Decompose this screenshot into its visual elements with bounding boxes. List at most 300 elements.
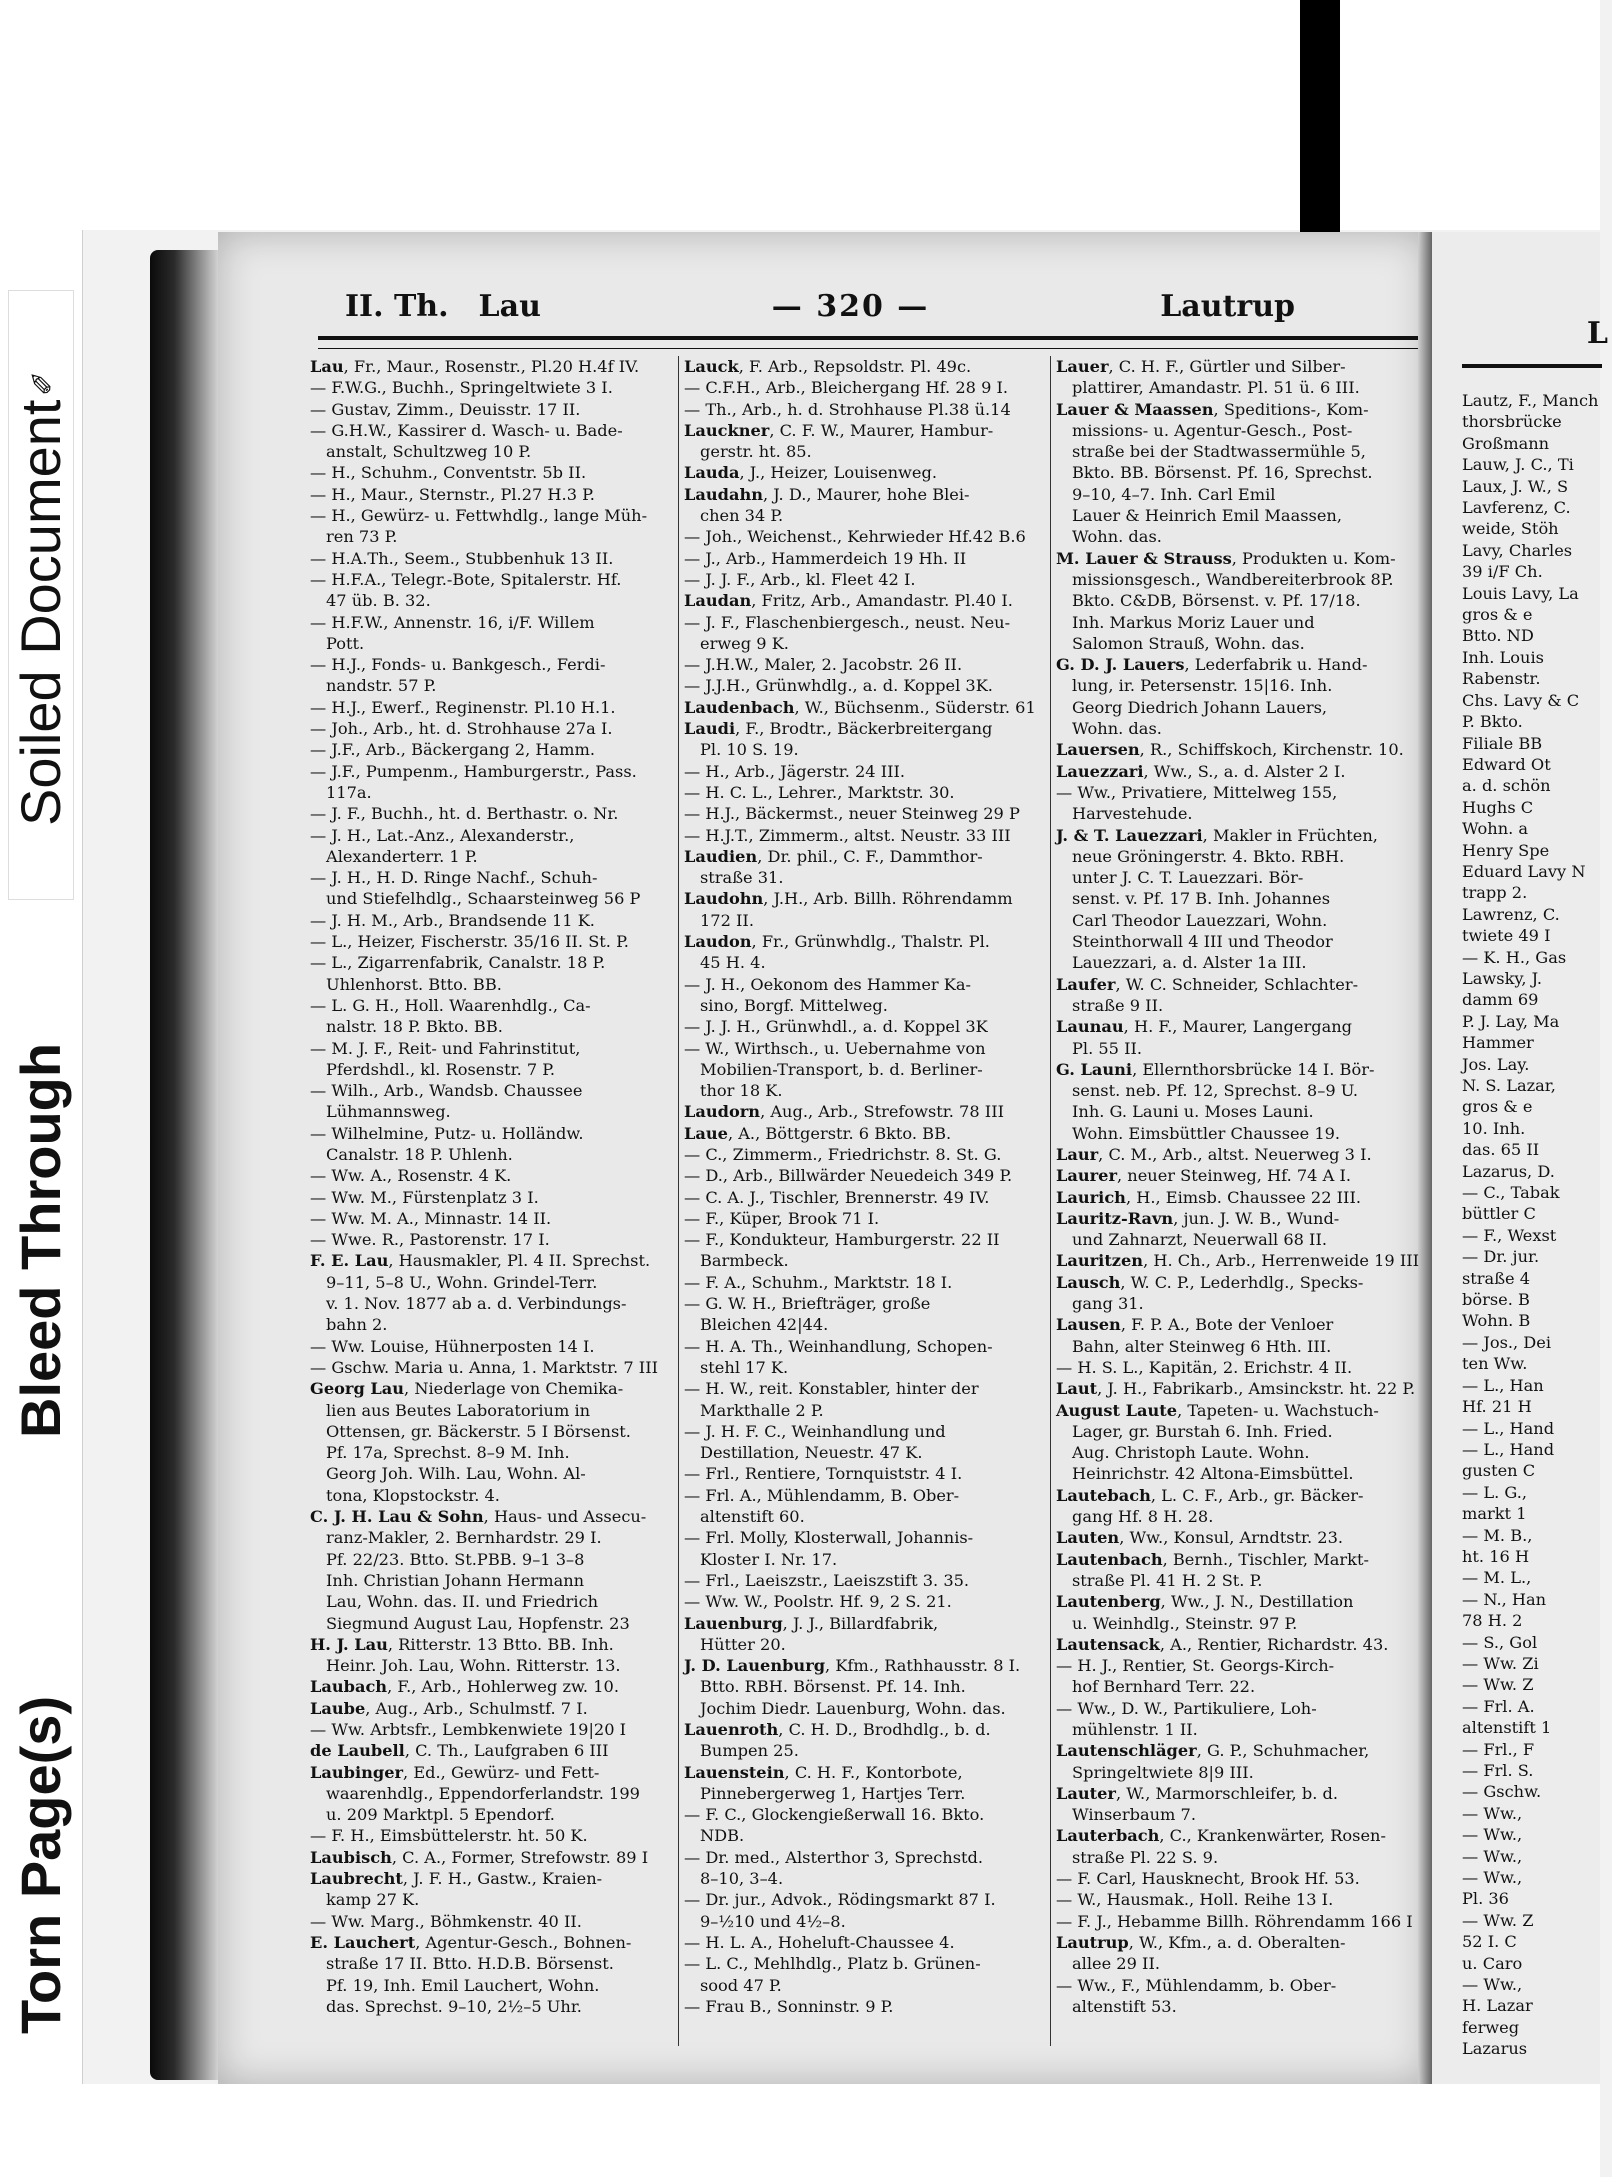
directory-entry-line: — Wwe. R., Pastorenstr. 17 I.	[310, 1230, 550, 1250]
directory-entry-line: — H. W., reit. Konstabler, hinter der	[684, 1379, 979, 1399]
directory-entry-line: straße 17 II. Btto. H.D.B. Börsenst.	[326, 1954, 614, 1974]
directory-entry-line: — Dr. med., Alsterthor 3, Sprechstd.	[684, 1847, 984, 1867]
directory-entry-line: — H. S. L., Kapitän, 2. Erichstr. 4 II.	[1056, 1357, 1353, 1377]
directory-entry-line: Laube, Aug., Arb., Schulmstf. 7 I.	[310, 1698, 588, 1718]
directory-entry-line: — Ww. W., Poolstr. Hf. 9, 2 S. 21.	[684, 1592, 952, 1612]
directory-entry-line: Laudohn, J.H., Arb. Billh. Röhrendamm	[684, 889, 1013, 909]
directory-entry-line: — Ww., Privatiere, Mittelweg 155,	[1056, 782, 1338, 802]
header-left-word: Lau	[478, 288, 541, 324]
directory-entry-line: — Frl. Molly, Klosterwall, Johannis-	[684, 1528, 974, 1548]
directory-entry-line: Bleichen 42|44.	[700, 1315, 829, 1335]
directory-entry-line: plattirer, Amandastr. Pl. 51 ü. 6 III.	[1072, 378, 1360, 398]
directory-entry-line: Pott.	[326, 633, 365, 653]
directory-entry-line: — Gustav, Zimm., Deuisstr. 17 II.	[310, 399, 581, 419]
directory-entry-line: — H. L. A., Hoheluft-Chaussee 4.	[684, 1932, 955, 1952]
directory-entry-line: Laue, A., Böttgerstr. 6 Bkto. BB.	[684, 1123, 952, 1143]
directory-entry-line: — H. J., Rentier, St. Georgs-Kirch-	[1056, 1656, 1335, 1676]
directory-entry-line: Lauezzari, a. d. Alster 1a III.	[1072, 953, 1307, 973]
directory-entry-line: 172 II.	[700, 910, 754, 930]
directory-entry-line: thor 18 K.	[700, 1081, 783, 1101]
directory-entry-line: — J.F., Arb., Bäckergang 2, Hamm.	[310, 740, 595, 760]
directory-entry-line: und Zahnarzt, Neuerwall 68 II.	[1072, 1230, 1327, 1250]
facing-page-line: — Frl. S.	[1462, 1761, 1534, 1780]
directory-entry-line: — F. A., Schuhm., Marktstr. 18 I.	[684, 1272, 953, 1292]
facing-page-line: — M. L.,	[1462, 1568, 1532, 1588]
directory-entry-line: de Laubell, C. Th., Laufgraben 6 III	[310, 1741, 609, 1761]
directory-entry-line: Pf. 19, Inh. Emil Lauchert, Wohn.	[326, 1975, 600, 1995]
facing-page-line: N. S. Lazar,	[1462, 1076, 1556, 1095]
directory-entry-line: — Th., Arb., h. d. Strohhause Pl.38 ü.14	[684, 399, 1011, 419]
facing-page-line: gros & e	[1462, 1097, 1533, 1117]
facing-page-line: altenstift 1	[1462, 1718, 1552, 1738]
directory-entry-line: Laudenbach, W., Büchsenm., Süderstr. 61	[684, 697, 1036, 717]
soiled-document-label: Soiled Document	[9, 399, 72, 826]
directory-entry-line: — F. C., Glockengießerwall 16. Bkto.	[684, 1805, 985, 1825]
scan-border-top	[82, 0, 1600, 230]
facing-page-line: Wohn. B	[1462, 1311, 1531, 1331]
page-header	[345, 282, 1295, 330]
directory-entry-line: das. Sprechst. 9–10, 2½–5 Uhr.	[326, 1996, 582, 2016]
directory-entry-line: Lauenburg, J. J., Billardfabrik,	[684, 1613, 939, 1633]
directory-entry-line: — J. F., Buchh., ht. d. Berthastr. o. Nr.	[310, 804, 619, 824]
directory-entry-line: Georg Lau, Niederlage von Chemika-	[310, 1379, 624, 1399]
directory-entry-line: gerstr. ht. 85.	[700, 442, 812, 462]
directory-entry-line: Bahn, alter Steinweg 6 Hth. III.	[1072, 1336, 1332, 1356]
directory-entry-line: Lauda, J., Heizer, Louisenweg.	[684, 463, 937, 483]
facing-page-line: — Ww. Zi	[1462, 1653, 1539, 1673]
directory-entry-line: straße 9 II.	[1072, 995, 1164, 1015]
facing-page-line: 78 H. 2	[1462, 1611, 1523, 1631]
directory-entry-line: Lauritz-Ravn, jun. J. W. B., Wund-	[1056, 1208, 1340, 1228]
facing-page-line: weide, Stöh	[1462, 519, 1559, 539]
directory-entry-line: Laubach, F., Arb., Hohlerweg zw. 10.	[310, 1677, 619, 1697]
facing-page-line: — L., Hand	[1462, 1418, 1555, 1438]
directory-entry-line: tona, Klopstockstr. 4.	[326, 1485, 500, 1505]
directory-column-2	[684, 356, 1050, 2046]
directory-entry-line: Pf. 17a, Sprechst. 8–9 M. Inh.	[326, 1443, 570, 1463]
directory-entry-line: straße 31.	[700, 868, 784, 888]
directory-entry-line: C. J. H. Lau & Sohn, Haus- und Assecu-	[310, 1507, 647, 1527]
directory-entry-line: — C.F.H., Arb., Bleichergang Hf. 28 9 I.	[684, 378, 1009, 398]
directory-entry-line: — Wilh., Arb., Wandsb. Chaussee	[310, 1081, 583, 1101]
directory-entry-line: 8–10, 3–4.	[700, 1869, 784, 1889]
directory-entry-line: unter J. C. T. Lauezzari. Bör-	[1072, 868, 1304, 888]
directory-entry-line: nandstr. 57 P.	[326, 676, 437, 696]
directory-entry-line: — J. H. F. C., Weinhandlung und	[684, 1421, 946, 1441]
directory-entry-line: sood 47 P.	[700, 1975, 782, 1995]
facing-page-line: Lauw, J. C., Ti	[1462, 455, 1574, 475]
directory-entry-line: E. Lauchert, Agentur-Gesch., Bohnen-	[310, 1932, 632, 1952]
torn-pages-tag: Torn Page(s)	[9, 1695, 72, 2035]
directory-entry-line: Heinr. Joh. Lau, Wohn. Ritterstr. 13.	[326, 1656, 621, 1676]
directory-entry-line: Lager, gr. Burstah 6. Inh. Fried.	[1072, 1421, 1333, 1441]
facing-page-line: straße 4	[1462, 1268, 1531, 1288]
facing-page-line: Louis Lavy, La	[1462, 583, 1579, 603]
directory-entry-line: — Ww. A., Rosenstr. 4 K.	[310, 1166, 512, 1186]
directory-entry-line: lung, ir. Petersenstr. 15|16. Inh.	[1072, 676, 1333, 696]
facing-page-line: Henry Spe	[1462, 840, 1550, 860]
directory-entry-line: gang 31.	[1072, 1294, 1144, 1314]
directory-entry-line: — Frl., Laeiszstr., Laeiszstift 3. 35.	[684, 1570, 970, 1590]
directory-entry-line: Inh. Christian Johann Hermann	[326, 1570, 585, 1590]
directory-entry-line: H. J. Lau, Ritterstr. 13 Btto. BB. Inh.	[310, 1634, 614, 1654]
facing-page-line: Pl. 36	[1462, 1889, 1509, 1909]
directory-entry-line: Lausen, F. P. A., Bote der Venloer	[1056, 1315, 1334, 1335]
directory-entry-line: — H.J., Bäckermst., neuer Steinweg 29 P	[684, 804, 1020, 824]
directory-entry-line: Lautensack, A., Rentier, Richardstr. 43.	[1056, 1634, 1389, 1654]
directory-entry-line: 45 H. 4.	[700, 953, 766, 973]
directory-entry-line: senst. v. Pf. 17 B. Inh. Johannes	[1072, 889, 1331, 909]
directory-entry-line: — L. C., Mehlhdlg., Platz b. Grünen-	[684, 1954, 981, 1974]
facing-page-rule	[1462, 364, 1602, 374]
facing-page-line: — Jos., Dei	[1462, 1332, 1552, 1352]
directory-entry-line: — J. F., Flaschenbiergesch., neust. Neu-	[684, 612, 1011, 632]
directory-entry-line: Georg Joh. Wilh. Lau, Wohn. Al-	[326, 1464, 586, 1484]
directory-entry-line: Laudahn, J. D., Maurer, hohe Blei-	[684, 484, 970, 504]
facing-page-line: das. 65 II	[1462, 1140, 1540, 1160]
facing-page-line: — L., Hand	[1462, 1439, 1555, 1459]
directory-entry-line: Laur, C. M., Arb., altst. Neuerweg 3 I.	[1056, 1144, 1372, 1164]
facing-page-line: — C., Tabak	[1462, 1183, 1560, 1203]
directory-entry-line: Pinnebergerweg 1, Hartjes Terr.	[700, 1783, 966, 1803]
directory-entry-line: Springeltwiete 8|9 III.	[1072, 1762, 1254, 1782]
facing-page-line: markt 1	[1462, 1504, 1527, 1524]
facing-page-line: Laux, J. W., S	[1462, 476, 1569, 496]
directory-entry-line: August Laute, Tapeten- u. Wachstuch-	[1056, 1400, 1379, 1420]
directory-entry-line: Mobilien-Transport, b. d. Berliner-	[700, 1059, 983, 1079]
directory-entry-line: straße Pl. 22 S. 9.	[1072, 1847, 1219, 1867]
directory-entry-line: altenstift 60.	[700, 1507, 805, 1527]
directory-entry-line: Laut, J. H., Fabrikarb., Amsinckstr. ht. 22 P.	[1056, 1379, 1416, 1399]
directory-entry-line: — H.J., Fonds- u. Bankgesch., Ferdi-	[310, 655, 606, 675]
directory-entry-line: senst. neb. Pf. 12, Sprechst. 8–9 U.	[1072, 1081, 1359, 1101]
directory-entry-line: Ottensen, gr. Bäckerstr. 5 I Börsenst.	[326, 1421, 631, 1441]
directory-entry-line: Salomon Strauß, Wohn. das.	[1072, 633, 1305, 653]
directory-entry-line: — Dr. jur., Advok., Rödingsmarkt 87 I.	[684, 1890, 996, 1910]
directory-entry-line: Lauenroth, C. H. D., Brodhdlg., b. d.	[684, 1720, 991, 1739]
directory-entry-line: Lauer, C. H. F., Gürtler und Silber-	[1056, 357, 1346, 376]
directory-entry-line: — H. A. Th., Weinhandlung, Schopen-	[684, 1336, 993, 1356]
directory-entry-line: — Wilhelmine, Putz- u. Holländw.	[310, 1123, 584, 1143]
directory-entry-line: — L., Heizer, Fischerstr. 35/16 II. St. P.	[310, 932, 629, 952]
directory-entry-line: Siegmund August Lau, Hopfenstr. 23	[326, 1613, 630, 1633]
facing-page-line: — Frl. A.	[1462, 1696, 1535, 1716]
directory-entry-line: J. D. Lauenburg, Kfm., Rathhausstr. 8 I.	[684, 1656, 1021, 1676]
directory-entry-line: J. & T. Lauezzari, Makler in Früchten,	[1056, 825, 1378, 845]
directory-entry-line: — H.J., Ewerf., Reginenstr. Pl.10 H.1.	[310, 697, 616, 717]
directory-entry-line: Laubisch, C. A., Former, Strefowstr. 89 I	[310, 1847, 649, 1867]
facing-page-line: twiete 49 I	[1462, 926, 1551, 946]
scan-border-bottom	[82, 2084, 1600, 2177]
directory-entry-line: — G. W. H., Briefträger, große	[684, 1294, 931, 1314]
directory-entry-line: 47 üb. B. 32.	[326, 591, 431, 611]
directory-entry-line: Wohn. Eimsbüttler Chaussee 19.	[1072, 1123, 1341, 1143]
facing-page-line: Jos. Lay.	[1462, 1054, 1530, 1074]
directory-entry-line: 9–10, 4–7. Inh. Carl Emil	[1072, 484, 1276, 504]
directory-entry-line: — L., Zigarrenfabrik, Canalstr. 18 P.	[310, 953, 606, 973]
facing-page-header: L	[1586, 316, 1608, 351]
directory-entry-line: Markthalle 2 P.	[700, 1400, 824, 1420]
facing-page-line: — L. G.,	[1462, 1482, 1528, 1502]
directory-entry-line: Georg Diedrich Johann Lauers,	[1072, 697, 1328, 717]
directory-entry-line: — J. H., H. D. Ringe Nachf., Schuh-	[310, 868, 598, 888]
directory-entry-line: Laubrecht, J. F. H., Gastw., Kraien-	[310, 1869, 603, 1889]
facing-page-line: a. d. schön	[1462, 776, 1551, 796]
directory-entry-line: — H.A.Th., Seem., Stubbenhuk 13 II.	[310, 548, 614, 568]
directory-entry-line: — W., Wirthsch., u. Uebernahme von	[684, 1038, 986, 1058]
directory-entry-line: — Ww. M., Fürstenplatz 3 I.	[310, 1187, 539, 1207]
facing-page-line: — L., Han	[1462, 1375, 1544, 1395]
directory-entry-line: — Ww. Arbtsfr., Lembkenwiete 19|20 I	[310, 1720, 627, 1739]
directory-entry-line: — F.W.G., Buchh., Springeltwiete 3 I.	[310, 378, 613, 398]
directory-entry-line: — J. J. F., Arb., kl. Fleet 42 I.	[684, 569, 916, 589]
book-spine	[150, 250, 220, 2080]
facing-page-line: — Ww.,	[1462, 1846, 1523, 1866]
directory-entry-line: Pf. 22/23. Btto. St.PBB. 9–1 3–8	[326, 1549, 585, 1569]
facing-page-line: — Ww.,	[1462, 1975, 1523, 1995]
directory-entry-line: — H.F.W., Annenstr. 16, i/F. Willem	[310, 612, 595, 632]
directory-entry-line: — Frau B., Sonninstr. 9 P.	[684, 1996, 894, 2016]
directory-entry-line: — L. G. H., Holl. Waarenhdlg., Ca-	[310, 995, 591, 1015]
facing-page-line: — Ww.,	[1462, 1803, 1523, 1823]
directory-entry-line: allee 29 II.	[1072, 1954, 1160, 1974]
facing-page-line: büttler C	[1462, 1204, 1536, 1224]
directory-entry-line: — Ww. Marg., Böhmkenstr. 40 II.	[310, 1911, 582, 1931]
directory-entry-line: Lauer & Heinrich Emil Maassen,	[1072, 506, 1343, 526]
directory-entry-line: Laudon, Fr., Grünwhdlg., Thalstr. Pl.	[684, 932, 990, 952]
facing-page-column	[1462, 390, 1612, 2059]
directory-entry-line: — W., Hausmak., Holl. Reihe 13 I.	[1056, 1890, 1334, 1910]
directory-entry-line: Bumpen 25.	[700, 1741, 799, 1761]
facing-page-line: Lautz, F., Manch	[1462, 391, 1599, 410]
facing-page-line: H. Lazar	[1462, 1996, 1533, 2016]
directory-entry-line: — F. J., Hebamme Billh. Röhrendamm 166 I	[1056, 1911, 1413, 1931]
directory-entry-line: Bkto. C&DB, Börsenst. v. Pf. 17/18.	[1072, 591, 1361, 611]
directory-column-3	[1056, 356, 1422, 2046]
facing-page-line: P. Bkto.	[1462, 712, 1523, 732]
directory-entry-line: — F., Kondukteur, Hamburgerstr. 22 II	[684, 1230, 1000, 1250]
directory-entry-line: Canalstr. 18 P. Uhlenh.	[326, 1144, 513, 1164]
directory-entry-line: Btto. RBH. Börsenst. Pf. 14. Inh.	[700, 1677, 966, 1697]
facing-page-line: P. J. Lay, Ma	[1462, 1011, 1560, 1031]
facing-page-line: Btto. ND	[1462, 626, 1534, 646]
directory-entry-line: Lautebach, L. C. F., Arb., gr. Bäcker-	[1056, 1485, 1364, 1505]
directory-entry-line: — G.H.W., Kassirer d. Wasch- u. Bade-	[310, 420, 623, 440]
directory-entry-line: — J. H. M., Arb., Brandsende 11 K.	[310, 910, 595, 930]
directory-entry-line: — Ww., D. W., Partikuliere, Loh-	[1056, 1698, 1317, 1718]
directory-entry-line: 9–11, 5–8 U., Wohn. Grindel-Terr.	[326, 1272, 598, 1292]
directory-entry-line: — H., Schuhm., Conventstr. 5b II.	[310, 463, 587, 483]
facing-page-line: damm 69	[1462, 990, 1539, 1010]
directory-entry-line: — Joh., Arb., ht. d. Strohhause 27a I.	[310, 719, 613, 739]
directory-entry-line: F. E. Lau, Hausmakler, Pl. 4 II. Sprechst.	[310, 1251, 651, 1271]
facing-page-line: — Dr. jur.	[1462, 1247, 1540, 1267]
facing-page-line: gros & e	[1462, 605, 1533, 625]
directory-entry-line: — M. J. F., Reit- und Fahrinstitut,	[310, 1038, 581, 1058]
directory-entry-line: NDB.	[700, 1826, 745, 1846]
facing-page-line: Lazarus, D.	[1462, 1161, 1555, 1181]
directory-entry-line: Laurer, neuer Steinweg, Hf. 74 A I.	[1056, 1166, 1351, 1186]
directory-entry-line: altenstift 53.	[1072, 1996, 1177, 2016]
facing-page-line: thorsbrücke	[1462, 412, 1562, 432]
directory-entry-line: straße Pl. 41 H. 2 St. P.	[1072, 1570, 1263, 1590]
directory-entry-line: Lau, Fr., Maur., Rosenstr., Pl.20 H.4f IV.	[310, 357, 640, 376]
facing-page-line: — M. B.,	[1462, 1525, 1533, 1545]
facing-page-line: Eduard Lavy N	[1462, 861, 1586, 881]
directory-entry-line: mühlenstr. 1 II.	[1072, 1720, 1198, 1739]
directory-entry-line: Lauter, W., Marmorschleifer, b. d.	[1056, 1783, 1338, 1803]
directory-entry-line: Bkto. BB. Börsenst. Pf. 16, Sprechst.	[1072, 463, 1373, 483]
directory-entry-line: — J. H., Oekonom des Hammer Ka-	[684, 974, 972, 994]
directory-entry-line: Carl Theodor Lauezzari, Wohn.	[1072, 910, 1328, 930]
facing-page-line: Hammer	[1462, 1033, 1534, 1053]
directory-entry-line: Lauterbach, C., Krankenwärter, Rosen-	[1056, 1826, 1386, 1846]
directory-entry-line: Lautrup, W., Kfm., a. d. Oberalten-	[1056, 1932, 1346, 1952]
facing-page-line: börse. B	[1462, 1290, 1530, 1310]
directory-entry-line: missionsgesch., Wandbereiterbrook 8P.	[1072, 569, 1394, 589]
section-label: II. Th.	[345, 288, 449, 324]
directory-entry-line: Harvestehude.	[1072, 804, 1193, 824]
scan-border-right-strip	[1300, 0, 1340, 235]
facing-page-line: Lavferenz, C.	[1462, 498, 1571, 518]
directory-entry-line: Launau, H. F., Maurer, Langergang	[1056, 1017, 1353, 1037]
directory-entry-line: — H., Maur., Sternstr., Pl.27 H.3 P.	[310, 484, 595, 504]
facing-page-line: — N., Han	[1462, 1589, 1547, 1609]
facing-page-line: ht. 16 H	[1462, 1546, 1530, 1566]
facing-page-line: — F., Wexst	[1462, 1225, 1557, 1245]
facing-page-line: — Ww. Z	[1462, 1675, 1534, 1695]
facing-page-line: Lavy, Charles	[1462, 540, 1573, 560]
directory-entry-line: und Stiefelhdlg., Schaarsteinweg 56 P	[326, 889, 641, 909]
facing-page-line: gusten C	[1462, 1461, 1536, 1481]
facing-page-line: 39 i/F Ch.	[1462, 562, 1543, 582]
facing-page-line: 10. Inh.	[1462, 1118, 1526, 1138]
directory-column-1	[310, 356, 676, 2046]
directory-entry-line: — Gschw. Maria u. Anna, 1. Marktstr. 7 III	[310, 1357, 658, 1377]
column-divider	[1050, 356, 1051, 2046]
directory-entry-line: — H.F.A., Telegr.-Bote, Spitalerstr. Hf.	[310, 569, 622, 589]
directory-entry-line: Laudi, F., Brodtr., Bäckerbreitergang	[684, 719, 993, 739]
directory-entry-line: neue Gröningerstr. 4. Bkto. RBH.	[1072, 846, 1345, 866]
facing-page-line: Lawsky, J.	[1462, 968, 1543, 988]
directory-entry-line: 9–½10 und 4½–8.	[700, 1911, 846, 1931]
directory-entry-line: Uhlenhorst. Btto. BB.	[326, 974, 502, 994]
directory-entry-line: chen 34 P.	[700, 506, 784, 526]
directory-entry-line: Heinrichstr. 42 Altona-Eimsbüttel.	[1072, 1464, 1354, 1484]
directory-entry-line: Lautenberg, Ww., J. N., Destillation	[1056, 1592, 1354, 1612]
condition-tags-sidebar	[0, 0, 83, 2177]
directory-entry-line: — J.F., Pumpenm., Hamburgerstr., Pass.	[310, 761, 637, 781]
directory-entry-line: — F., Küper, Brook 71 I.	[684, 1208, 880, 1228]
facing-page-line: — Gschw.	[1462, 1782, 1542, 1802]
directory-entry-line: straße bei der Stadtwassermühle 5,	[1072, 442, 1366, 462]
directory-entry-line: — Ww. Louise, Hühnerposten 14 I.	[310, 1336, 595, 1356]
directory-entry-line: erweg 9 K.	[700, 633, 789, 653]
directory-entry-line: Alexanderterr. 1 P.	[326, 846, 478, 866]
directory-entry-line: — Joh., Weichenst., Kehrwieder Hf.42 B.6	[684, 527, 1026, 547]
directory-entry-line: Steinthorwall 4 III und Theodor	[1072, 932, 1333, 952]
directory-entry-line: Lauenstein, C. H. F., Kontorbote,	[684, 1762, 963, 1782]
directory-entry-line: Lautenschläger, G. P., Schuhmacher,	[1056, 1741, 1370, 1761]
directory-entry-line: missions- u. Agentur-Gesch., Post-	[1072, 420, 1353, 440]
directory-entry-line: Lauck, F. Arb., Repsoldstr. Pl. 49c.	[684, 357, 972, 376]
pencil-icon: ✎	[24, 364, 57, 400]
directory-entry-line: — F. H., Eimsbüttelerstr. ht. 50 K.	[310, 1826, 588, 1846]
facing-page-line: — Ww.,	[1462, 1868, 1523, 1888]
directory-entry-line: — Frl. A., Mühlendamm, B. Ober-	[684, 1485, 960, 1505]
directory-entry-line: waarenhdlg., Eppendorferlandstr. 199	[326, 1783, 640, 1803]
directory-entry-line: — J. J. H., Grünwhdl., a. d. Koppel 3K	[684, 1017, 988, 1037]
directory-entry-line: hof Bernhard Terr. 22.	[1072, 1677, 1256, 1697]
facing-page-line: — K. H., Gas	[1462, 947, 1567, 967]
directory-entry-line: v. 1. Nov. 1877 ab a. d. Verbindungs-	[326, 1294, 627, 1314]
directory-entry-line: — H., Gewürz- u. Fettwhdlg., lange Müh-	[310, 506, 648, 526]
directory-entry-line: gang Hf. 8 H. 28.	[1072, 1507, 1214, 1527]
facing-page-line: Filiale BB	[1462, 733, 1543, 753]
facing-page-line: Inh. Louis	[1462, 647, 1544, 667]
directory-entry-line: Laudorn, Aug., Arb., Strefowstr. 78 III	[684, 1102, 1004, 1122]
directory-entry-line: — H. C. L., Lehrer., Marktstr. 30.	[684, 782, 955, 802]
directory-entry-line: — J.J.H., Grünwhdlg., a. d. Koppel 3K.	[684, 676, 993, 696]
directory-entry-line: Jochim Diedr. Lauenburg, Wohn. das.	[700, 1698, 1006, 1718]
directory-entry-line: — H.J.T., Zimmerm., altst. Neustr. 33 III	[684, 825, 1011, 845]
facing-page-line: — S., Gol	[1462, 1632, 1538, 1652]
directory-entry-line: Pferdshdl., kl. Rosenstr. 7 P.	[326, 1059, 556, 1079]
directory-entry-line: — Frl., Rentiere, Tornquiststr. 4 I.	[684, 1464, 963, 1484]
directory-entry-line: Inh. G. Launi u. Moses Launi.	[1072, 1102, 1314, 1122]
soiled-document-tag	[8, 290, 74, 900]
facing-page-line: Edward Ot	[1462, 754, 1551, 774]
directory-entry-line: ranz-Makler, 2. Bernhardstr. 29 I.	[326, 1528, 602, 1548]
directory-entry-line: — F. Carl, Hausknecht, Brook Hf. 53.	[1056, 1869, 1360, 1889]
facing-page-line: ten Ww.	[1462, 1354, 1528, 1374]
facing-page-line: Hughs C	[1462, 797, 1534, 817]
column-divider	[678, 356, 679, 2046]
directory-entry-line: ren 73 P.	[326, 527, 398, 547]
directory-entry-line: lien aus Beutes Laboratorium in	[326, 1400, 591, 1420]
facing-page-line: Lawrenz, C.	[1462, 904, 1560, 924]
facing-page-line: — Ww.,	[1462, 1825, 1523, 1845]
directory-entry-line: kamp 27 K.	[326, 1890, 420, 1910]
directory-entry-line: — Ww., F., Mühlendamm, b. Ober-	[1056, 1975, 1337, 1995]
directory-entry-line: Lauersen, R., Schiffskoch, Kirchenstr. 10.	[1056, 740, 1404, 760]
bleed-through-tag: Bleed Through	[9, 1042, 72, 1438]
directory-entry-line: u. Weinhdlg., Steinstr. 97 P.	[1072, 1613, 1298, 1633]
directory-entry-line: Lauezzari, Ww., S., a. d. Alster 2 I.	[1056, 761, 1346, 781]
directory-entry-line: stehl 17 K.	[700, 1357, 789, 1377]
directory-entry-line: Inh. Markus Moriz Lauer und	[1072, 612, 1315, 632]
directory-entry-line: M. Lauer & Strauss, Produkten u. Kom-	[1056, 548, 1396, 568]
directory-entry-line: Lauckner, C. F. W., Maurer, Hambur-	[684, 420, 994, 440]
directory-entry-line: anstalt, Schultzweg 10 P.	[326, 442, 532, 462]
directory-entry-line: Laudan, Fritz, Arb., Amandastr. Pl.40 I.	[684, 591, 1013, 611]
facing-page-line: ferweg	[1462, 2017, 1520, 2037]
directory-entry-line: Lau, Wohn. das. II. und Friedrich	[326, 1592, 599, 1612]
facing-page-line: Hf. 21 H	[1462, 1397, 1532, 1417]
directory-entry-line: sino, Borgf. Mittelweg.	[700, 995, 888, 1015]
directory-entry-line: Laufer, W. C. Schneider, Schlachter-	[1056, 974, 1359, 994]
directory-entry-line: — J. H., Lat.-Anz., Alexanderstr.,	[310, 825, 575, 845]
directory-entry-line: 117a.	[326, 782, 372, 802]
facing-page-line: — Frl., F	[1462, 1739, 1535, 1759]
directory-entry-line: Hütter 20.	[700, 1634, 786, 1654]
header-rule	[318, 336, 1418, 349]
facing-page-line: Rabenstr.	[1462, 669, 1541, 689]
directory-entry-line: — H., Arb., Jägerstr. 24 III.	[684, 761, 906, 781]
directory-entry-line: — J., Arb., Hammerdeich 19 Hh. II	[684, 548, 967, 568]
directory-entry-line: Lauten, Ww., Konsul, Arndtstr. 23.	[1056, 1528, 1344, 1548]
directory-entry-line: Lühmannsweg.	[326, 1102, 451, 1122]
